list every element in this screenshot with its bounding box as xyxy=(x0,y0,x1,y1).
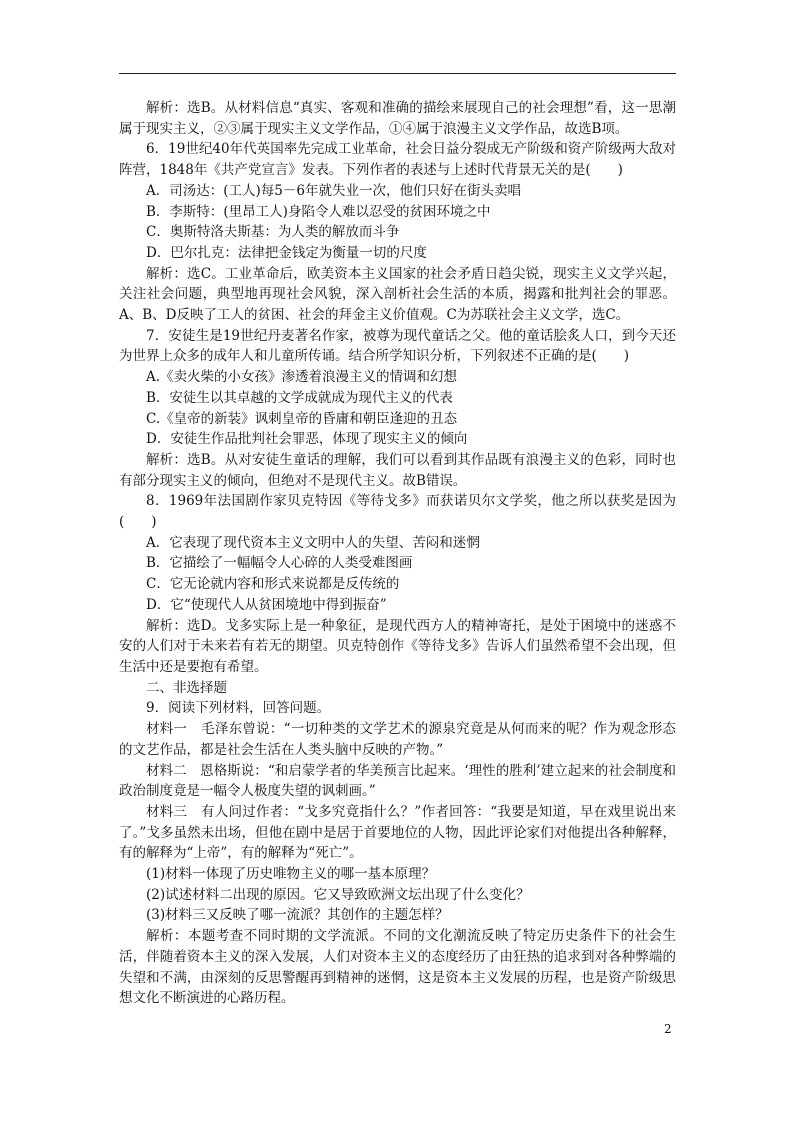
page-number: 2 xyxy=(664,1022,672,1036)
question-8: 8．1969年法国剧作家贝克特因《等待戈多》而获诺贝尔文学奖，他之所以获奖是因为( ) xyxy=(119,493,676,531)
sub-question-3: (3)材料三又反映了哪一流派？其创作的主题怎样？ xyxy=(146,907,449,924)
question-9: 9．阅读下列材料，回答问题。 xyxy=(146,700,331,717)
option-7b: B．安徒生以其卓越的文学成就成为现代主义的代表 xyxy=(146,389,453,406)
material-3: 材料三 有人问过作者：“戈多究竟指什么？”作者回答：“我要是知道，早在戏里说出来了。”戈多虽然未出场，但他在剧中是居于首要地位的人物，因此评论家们对他提出各种解释，有的解释为“上帝”，有的解释为“死亡”。 xyxy=(119,803,676,862)
option-6c: C．奥斯特洛夫斯基：为人类的解放而斗争 xyxy=(146,224,400,241)
option-7d: D．安徒生作品批判社会罪恶，体现了现实主义的倾向 xyxy=(146,431,468,448)
material-2: 材料二 恩格斯说：“和启蒙学者的华美预言比起来。‘理性的胜利’建立起来的社会制度和政治制度竟是一幅令人极度失望的讽刺画。” xyxy=(119,762,676,800)
option-8a: A．它表现了现代资本主义文明中人的失望、苦闷和迷惘 xyxy=(146,534,480,551)
answer-analysis-7: 解析：选B。从对安徒生童话的理解，我们可以看到其作品既有浪漫主义的色彩，同时也有部分现实主义的倾向，但绝对不是现代主义。故B错误。 xyxy=(119,451,676,489)
option-6a: A．司汤达：(工人)每5－6年就失业一次，他们只好在街头卖唱 xyxy=(146,182,521,199)
material-1: 材料一 毛泽东曾说：“一切种类的文学艺术的源泉究竟是从何而来的呢？作为观念形态的文艺作品，都是社会生活在人类头脑中反映的产物。” xyxy=(119,721,676,758)
answer-analysis-5: 解析：选B。从材料信息“真实、客观和准确的描绘来展现自己的社会理想”看，这一思潮属于现实主义，②③属于现实主义文学作品，①④属于浪漫主义文学作品，故选B项。 xyxy=(119,100,676,137)
option-8d: D．它“使现代人从贫困境地中得到振奋” xyxy=(146,596,387,613)
option-6b: B．李斯特：(里昂工人)身陷令人难以忍受的贫困环境之中 xyxy=(146,203,491,220)
answer-analysis-8: 解析：选D。戈多实际上是一种象征，是现代西方人的精神寄托，是处于困境中的迷惑不安的人们对于未来若有若无的期望。贝克特创作《等待戈多》告诉人们虽然希望不会出现，但生活中还是要抱有希望。 xyxy=(119,617,676,675)
question-7: 7．安徒生是19世纪丹麦著名作家，被尊为现代童话之父。他的童话脍炙人口，到今天还为世界上众多的成年人和儿童所传诵。结合所学知识分析，下列叙述不正确的是( ) xyxy=(119,327,676,365)
answer-analysis-9: 解析：本题考查不同时期的文学流派。不同的文化潮流反映了特定历史条件下的社会生活，伴随着资本主义的深入发展，人们对资本主义的态度经历了由狂热的追求到对各种弊端的失望和不满，由深刻的反思警醒再到精神的迷惘，这是资本主义发展的历程，也是资产阶级思想文化不断演进的心路历程。 xyxy=(119,928,676,1007)
sub-question-2: (2)试述材料二出现的原因。它又导致欧洲文坛出现了什么变化？ xyxy=(146,886,530,903)
page-body xyxy=(119,98,676,1009)
sub-question-1: (1)材料一体现了历史唯物主义的哪一基本原理？ xyxy=(146,866,436,883)
section-heading: 二、非选择题 xyxy=(146,679,227,696)
question-6: 6．19世纪40年代英国率先完成工业革命，社会日益分裂成无产阶级和资产阶级两大敌对阵营，1848年《共产党宣言》发表。下列作者的表述与上述时代背景无关的是( ) xyxy=(119,141,676,179)
header-rule xyxy=(119,73,676,74)
option-6d: D．巴尔扎克：法律把金钱定为衡量一切的尺度 xyxy=(146,244,427,261)
answer-analysis-6: 解析：选C。工业革命后，欧美资本主义国家的社会矛盾日趋尖锐，现实主义文学兴起，关注社会问题，典型地再现社会风貌，深入剖析社会生活的本质，揭露和批判社会的罪恶。A、B、D反映了工人的贫困、社会的拜金主义价值观。C为苏联社会主义文学，选C。 xyxy=(119,265,676,324)
option-8b: B．它描绘了一幅幅令人心碎的人类受难图画 xyxy=(146,555,413,572)
option-7a: A.《卖火柴的小女孩》渗透着浪漫主义的情调和幻想 xyxy=(146,369,458,386)
option-7c: C.《皇帝的新装》讽刺皇帝的昏庸和朝臣逢迎的丑态 xyxy=(146,410,458,427)
option-8c: C．它无论就内容和形式来说都是反传统的 xyxy=(146,576,400,593)
